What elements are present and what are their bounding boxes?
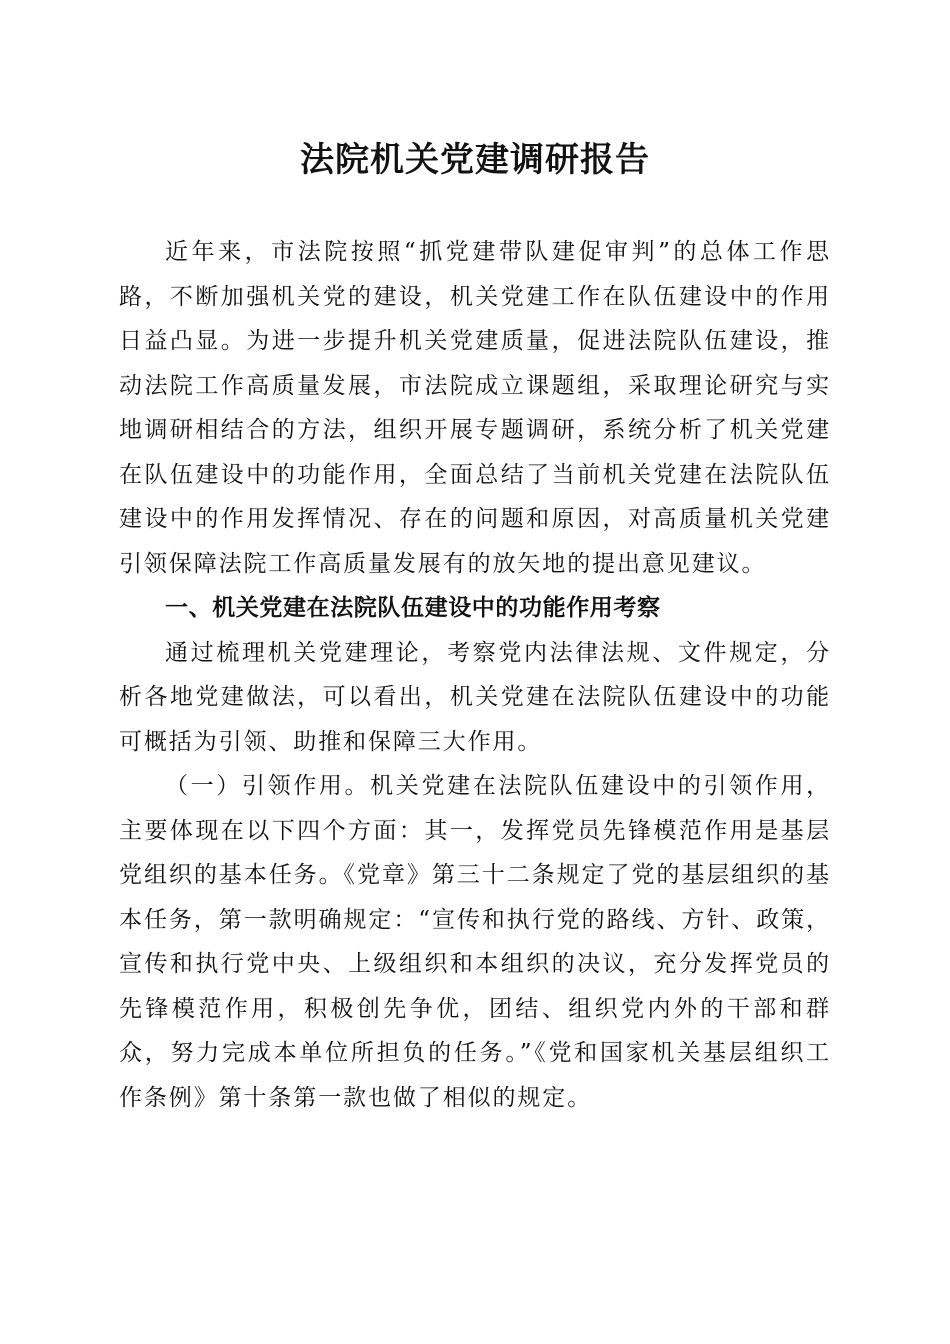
subsection-1-lead: （一）引领作用。 bbox=[165, 773, 371, 799]
document-title: 法院机关党建调研报告 bbox=[300, 140, 650, 180]
section-1-paragraph: 通过梳理机关党建理论，考察党内法律法规、文件规定，分析各地党建做法，可以看出，机关党建在法院队伍建设中的功能可概括为引领、助推和保障三大作用。 bbox=[119, 639, 831, 755]
intro-paragraph: 近年来，市法院按照“抓党建带队建促审判”的总体工作思路，不断加强机关党的建设，机关党建工作在队伍建设中的作用日益凸显。为进一步提升机关党建质量，促进法院队伍建设，推动法院工作高质量发展，市法院成立课题组，采取理论研究与实地调研相结合的方法，组织开展专题调研，系统分析了机关党建在队伍建设中的功能作用，全面总结了当前机关党建在法院队伍建设中的作用发挥情况、存在的问题和原因，对高质量机关党建引领保障法院工作高质量发展有的放矢地的提出意见建议。 bbox=[119, 239, 831, 577]
section-heading-1: 一、机关党建在法院队伍建设中的功能作用考察 bbox=[165, 595, 661, 621]
document-body bbox=[119, 230, 831, 1120]
subsection-1-paragraph bbox=[119, 764, 831, 1120]
subsection-1-text: 机关党建在法院队伍建设中的引领作用，主要体现在以下四个方面：其一，发挥党员先锋模范作用是基层党组织的基本任务。《党章》第三十二条规定了党的基层组织的基本任务，第一款明确规定：“宣传和执行党的路线、方针、政策，宣传和执行党中央、上级组织和本组织的决议，充分发挥党员的先锋模范作用，积极创先争优，团结、组织党内外的干部和群众，努力完成本单位所担负的任务。”《党和国家机关基层组织工作条例》第十条第一款也做了相似的规定。 bbox=[119, 773, 831, 1111]
